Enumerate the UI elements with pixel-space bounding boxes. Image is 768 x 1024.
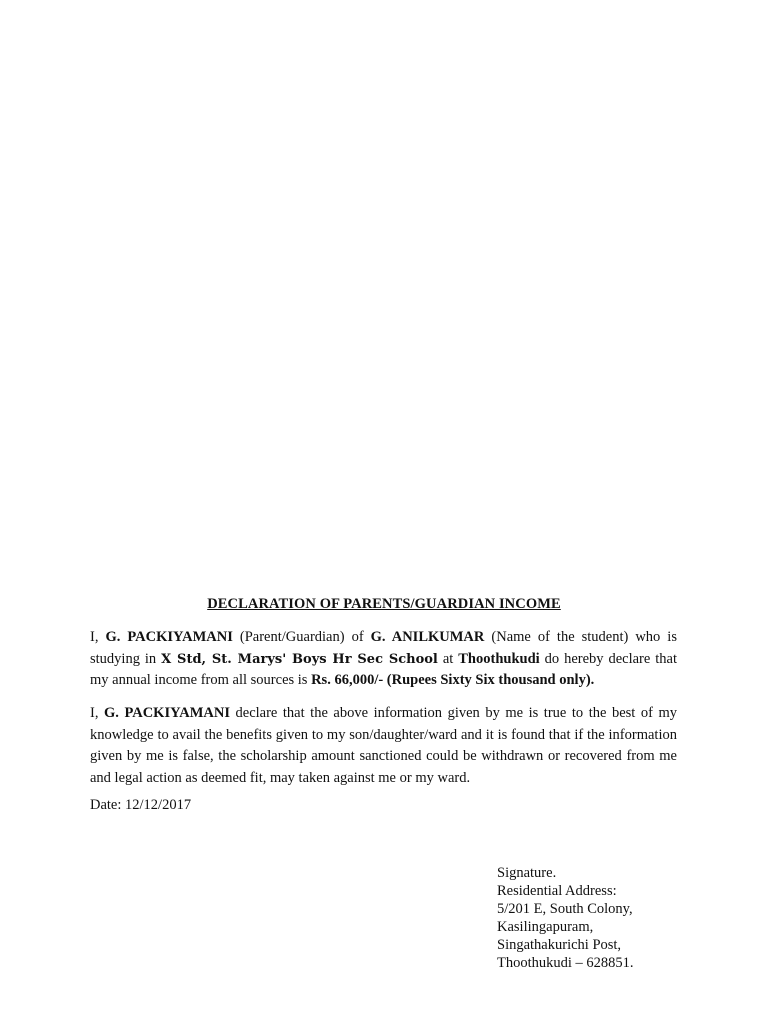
declaration-heading: DECLARATION OF PARENTS/GUARDIAN INCOME (207, 596, 561, 612)
para2-text-2: declare that the above information given by me is true to the best of my knowledge to avail the benefits given to my son/daughter/ward and it is found that if the information given by me is false, the scholarship amount sanctioned could be withdrawn or recovered from me and legal action as deemed fit, may taken against me or my ward. (90, 705, 677, 786)
para1-text-3: (Name of the student) who is studying in (90, 629, 677, 667)
address-line: Kasilingapuram, (497, 919, 594, 935)
school-name: X Std, St. Marys' Boys Hr Sec School (161, 651, 438, 667)
address-line: Thoothukudi – 628851. (497, 955, 634, 971)
para1-text-2: (Parent/Guardian) of (232, 629, 371, 645)
address-line: Singathakurichi Post, (497, 937, 622, 953)
para1-text-4: at (437, 650, 459, 667)
parent-name: G. PACKIYAMANI (105, 629, 233, 645)
address-line: 5/201 E, South Colony, (497, 901, 633, 917)
truth-declaration-paragraph (90, 703, 677, 789)
student-name: G. ANILKUMAR (370, 629, 485, 645)
signature-label: Signature. (497, 865, 557, 881)
annual-income: Rs. 66,000/- (Rupees Sixty Six thousand only). (311, 672, 595, 688)
income-declaration-paragraph (90, 627, 677, 692)
signature-block (497, 864, 634, 972)
para1-text-1: I, (90, 629, 106, 645)
para1-text-5: do hereby declare that my annual income from all sources is (90, 650, 678, 688)
para2-text-1: I, (90, 705, 104, 721)
declaration-date: Date: 12/12/2017 (90, 797, 192, 813)
place-name: Thoothukudi (458, 650, 540, 667)
residential-address-label: Residential Address: (497, 883, 617, 899)
parent-name-repeat: G. PACKIYAMANI (104, 705, 230, 721)
